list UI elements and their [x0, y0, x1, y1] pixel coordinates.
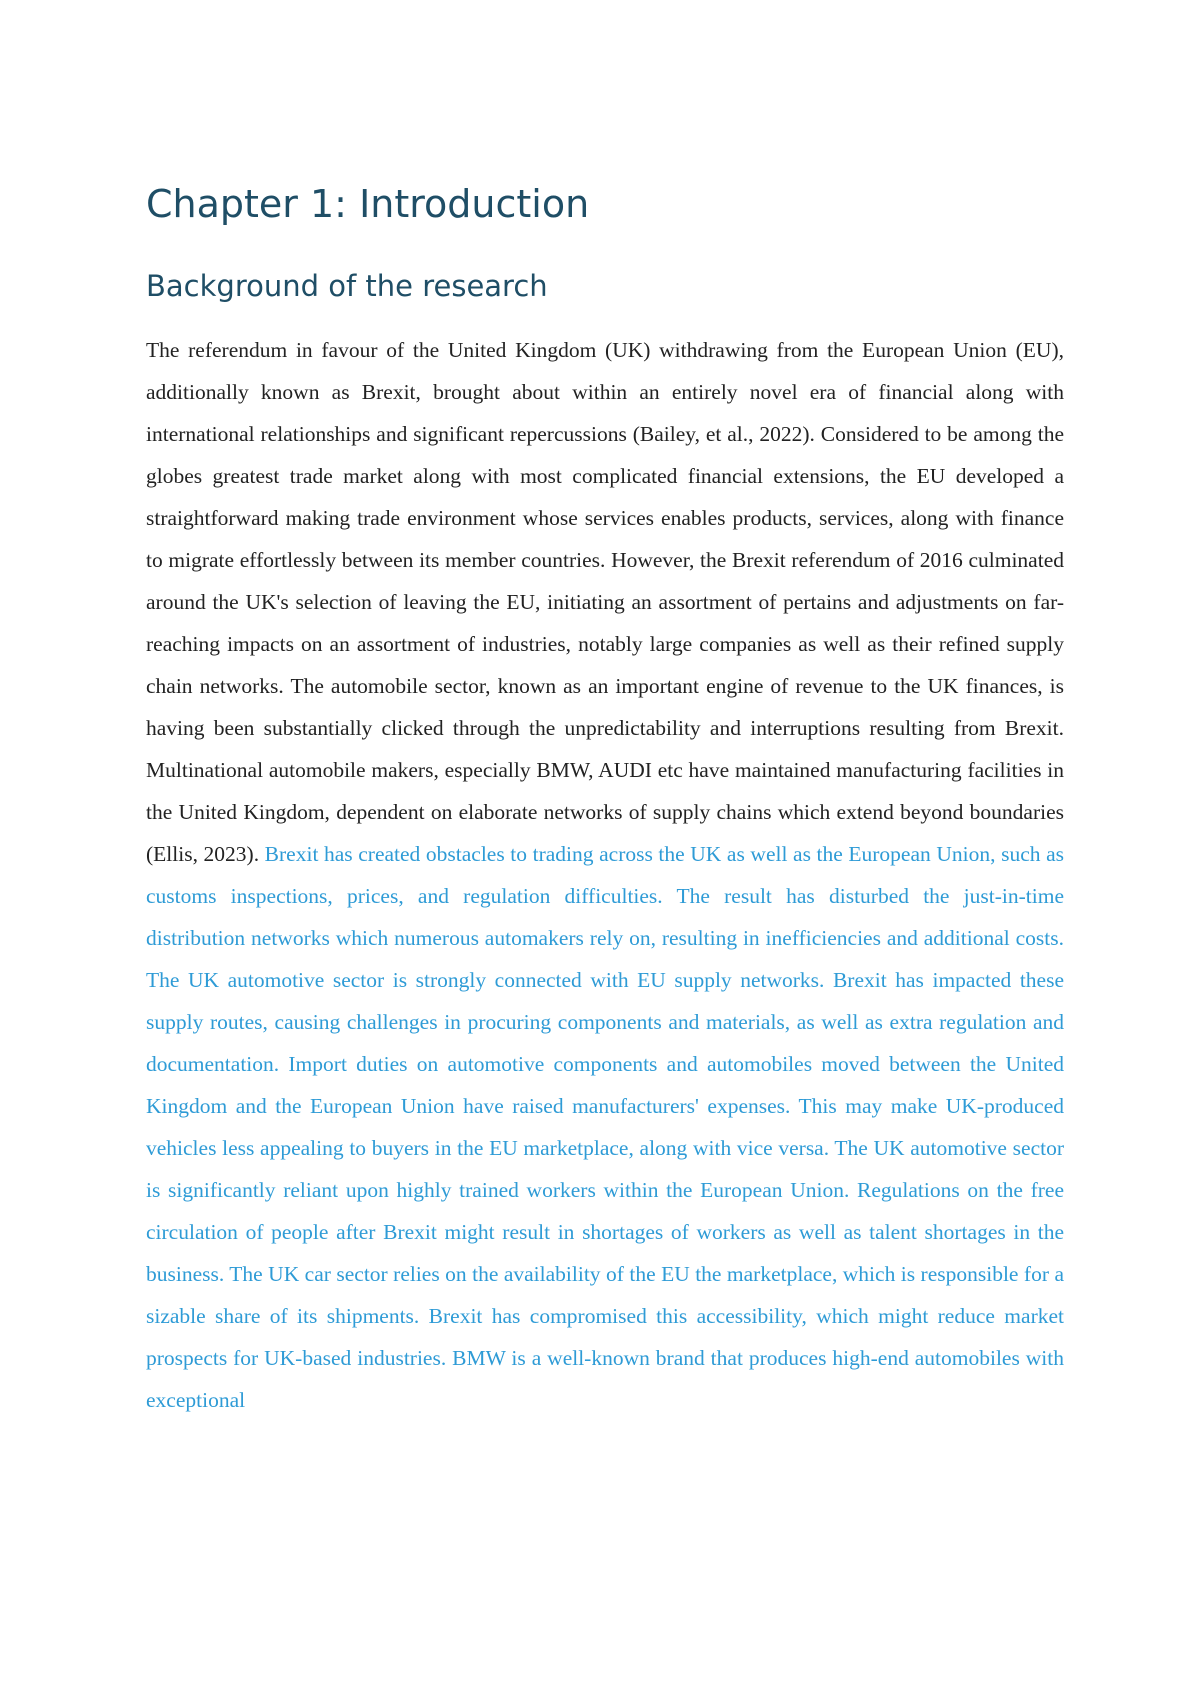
chapter-title: Chapter 1: Introduction: [146, 182, 590, 226]
body-paragraph: [146, 329, 1064, 1421]
section-title: Background of the research: [146, 269, 548, 303]
paragraph-highlighted-text: Brexit has created obstacles to trading across the UK as well as the European Union, such as customs inspections, prices, and regulation difficulties. The result has disturbed the just-in-time distribution networks which numerous automakers rely on, resulting in inefficiencies and additional costs. The UK automotive sector is strongly connected with EU supply networks. Brexit has impacted these supply routes, causing challenges in procuring components and materials, as well as extra regulation and documentation. Import duties on automotive components and automobiles moved between the United Kingdom and the European Union have raised manufacturers' expenses. This may make UK-produced vehicles less appealing to buyers in the EU marketplace, along with vice versa. The UK automotive sector is significantly reliant upon highly trained workers within the European Union. Regulations on the free circulation of people after Brexit might result in shortages of workers as well as talent shortages in the business. The UK car sector relies on the availability of the EU the marketplace, which is responsible for a sizable share of its shipments. Brexit has compromised this accessibility, which might reduce market prospects for UK-based industries. BMW is a well-known brand that produces high-end automobiles with exceptional: [146, 842, 1064, 1412]
paragraph-plain-text: The referendum in favour of the United Kingdom (UK) withdrawing from the European Union (EU), additionally known as Brexit, brought about within an entirely novel era of financial along with international relationships and significant repercussions (Bailey, et al., 2022). Considered to be among the globes greatest trade market along with most complicated financial extensions, the EU developed a straightforward making trade environment whose services enables products, services, along with finance to migrate effortlessly between its member countries. However, the Brexit referendum of 2016 culminated around the UK's selection of leaving the EU, initiating an assortment of pertains and adjustments on far-reaching impacts on an assortment of industries, notably large companies as well as their refined supply chain networks. The automobile sector, known as an important engine of revenue to the UK finances, is having been substantially clicked through the unpredictability and interruptions resulting from Brexit. Multinational automobile makers, especially BMW, AUDI etc have maintained manufacturing facilities in the United Kingdom, dependent on elaborate networks of supply chains which extend beyond boundaries (Ellis, 2023).: [146, 338, 1064, 866]
